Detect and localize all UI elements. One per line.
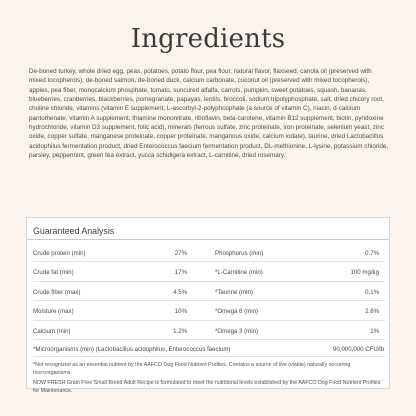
microorganisms-label: *Microorganisms (min) (Lactobacillus acidophilus, Enterococcus faecium) [33,346,231,353]
guaranteed-analysis-panel [26,217,390,394]
nutrient-value: 1.2% [173,327,187,335]
nutrient-value: 2.6% [365,308,379,316]
nutrient-label: *Omega 6 (min) [215,308,259,316]
nutrient-value: 0.1% [365,288,379,296]
nutrient-label: Crude fat (min) [33,269,74,277]
nutrient-value: 0.7% [365,250,379,257]
analysis-row [33,262,385,281]
ingredients-paragraph: De-boned turkey, whole dried egg, peas, potatoes, potato flour, pea flour, natural flavor, flaxseed, canola oil (preserved with mixed tocopherols), de-boned salmon, de-boned duck, calcium carbonate, coconut oil (preserved with mixed tocopherols), apples, pea fiber, monocalcium phosphate, tomato, suncured alfalfa, carrots, pumpkin, sweet potatoes, squash, bananas, blueberries, cranberries, blackberries, pomegranate, papayas, lentils, broccoli, sodium tripolyphosphate, salt, dried chicory root, choline chloride, vitamins (vitamin E supplement, L-ascorbyl-2-polyphosphate (a source of vitamin C), niacin, d-calcium pantothenate, vitamin A supplement, thiamine mononitrate, riboflavin, beta-carotene, vitamin B12 supplement, biotin, pyridoxine hydrochloride, vitamin D3 supplement, folic acid), minerals (ferrous sulfate, zinc proteinate, iron proteinate, selenium yeast, zinc oxide, copper sulfate, manganese proteinate, copper proteinate, manganous oxide, calcium iodate), taurine, dried Lactobacillus acidophilus fermentation product, dried Enterococcus faecium fermentation product, DL-methionine, L-lysine, potassium chloride, parsley, peppermint, green tea extract, yucca schidigera extract, L-carnitine, dried rosemary. [29,68,389,160]
analysis-title: Guaranteed Analysis [33,226,115,236]
analysis-row [33,282,385,301]
page-title: Ingredients [130,24,286,54]
nutrient-value: 27% [174,250,187,257]
nutrient-label: Calcium (min) [33,327,71,335]
analysis-row [33,243,385,262]
nutrient-label: Moisture (max) [33,308,74,316]
analysis-row [33,301,385,320]
nutrient-value: 10% [174,308,187,316]
nutrient-label: *Omega 3 (min) [215,327,259,335]
analysis-divider [27,239,389,240]
nutrient-value: 17% [174,269,187,277]
nutrient-value: 1% [370,327,379,335]
nutrient-label: Crude protein (min) [33,250,86,257]
nutrient-label: Crude fiber (max) [33,288,81,296]
footnote-aafco-statement: NOW FRESH Grain Free Small Breed Adult Recipe is formulated to meet the nutritional levels established by the AAFCO Dog Food Nutrient Profiles for Maintenance. [33,380,381,394]
footnote-essential-nutrient: *Not recognized as an essential nutrient by the AAFCO Dog Food Nutrient Profiles. Contains a source of live (viable) naturally occurring microorganisms. [33,362,385,381]
microorganisms-row [33,343,385,357]
nutrient-value: 100 mg/kg [350,269,379,277]
nutrient-value: 4.5% [173,288,187,296]
microorganisms-value: 90,000,000 CFU/lb [333,346,385,353]
analysis-row [33,321,385,340]
nutrient-label: *Taurine (min) [215,288,253,296]
nutrient-label: *L-Carnitine (min) [215,269,263,277]
nutrient-label: Phosphorus (min) [215,250,264,257]
